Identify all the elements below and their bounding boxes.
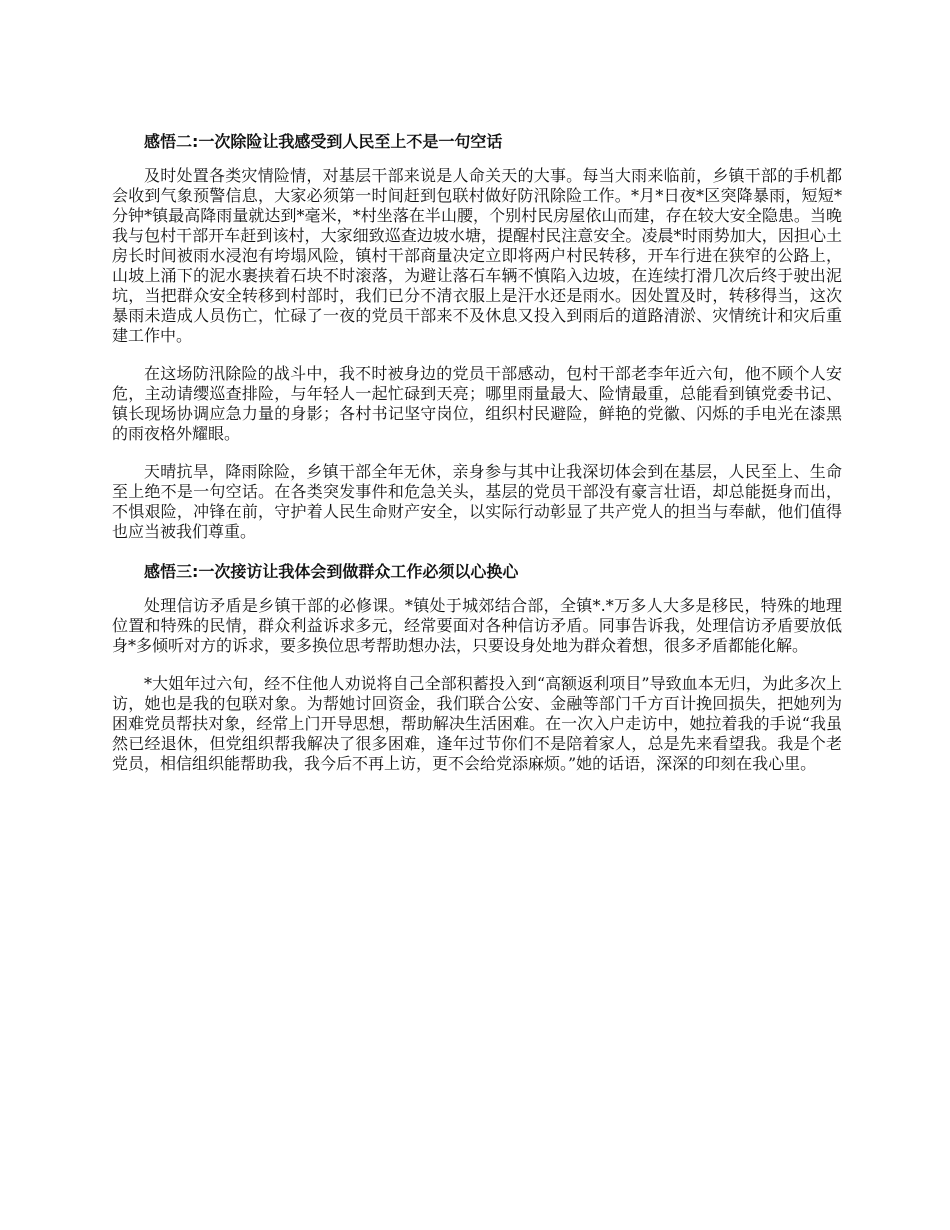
paragraph: 天晴抗旱，降雨除险，乡镇干部全年无休，亲身参与其中让我深切体会到在基层，人民至上、生命至上绝不是一句空话。在各类突发事件和危急关头，基层的党员干部没有豪言壮语，却总能挺身而出，不惧艰险，冲锋在前，守护着人民生命财产安全，以实际行动彰显了共产党人的担当与奉献，他们值得也应当被我们尊重。: [112, 462, 842, 541]
section-heading-2: 感悟二:一次除险让我感受到人民至上不是一句空话: [144, 132, 503, 151]
section-heading-3: 感悟三:一次接访让我体会到做群众工作必须以心换心: [144, 562, 519, 581]
paragraph: 在这场防汛除险的战斗中，我不时被身边的党员干部感动，包村干部老李年近六旬，他不顾个人安危，主动请缨巡查排险，与年轻人一起忙碌到天亮；哪里雨量最大、险情最重，总能看到镇党委书记、镇长现场协调应急力量的身影；各村书记坚守岗位，组织村民避险，鲜艳的党徽、闪烁的手电光在漆黑的雨夜格外耀眼。: [112, 364, 842, 443]
paragraph: 及时处置各类灾情险情，对基层干部来说是人命关天的大事。每当大雨来临前，乡镇干部的手机都会收到气象预警信息，大家必须第一时间赶到包联村做好防汛除险工作。*月*日夜*区突降暴雨，短短*分钟*镇最高降雨量就达到*毫米，*村坐落在半山腰，个别村民房屋依山而建，存在较大安全隐患。当晚我与包村干部开车赶到该村，大家细致巡查边坡水塘，提醒村民注意安全。凌晨*时雨势加大，因担心土房长时间被雨水浸泡有垮塌风险，镇村干部商量决定立即将两户村民转移，开车行进在狭窄的公路上，山坡上涌下的泥水裹挟着石块不时滚落，为避让落石车辆不慎陷入边坡，在连续打滑几次后终于驶出泥坑，当把群众安全转移到村部时，我们已分不清衣服上是汗水还是雨水。因处置及时，转移得当，这次暴雨未造成人员伤亡，忙碌了一夜的党员干部来不及休息又投入到雨后的道路清淤、灾情统计和灾后重建工作中。: [112, 166, 842, 345]
document-page: [112, 130, 842, 792]
paragraph: *大姐年过六旬，经不住他人劝说将自己全部积蓄投入到“高额返利项目”导致血本无归，为此多次上访，她也是我的包联对象。为帮她讨回资金，我们联合公安、金融等部门千方百计挽回损失，把她列为困难党员帮扶对象，经常上门开导思想，帮助解决生活困难。在一次入户走访中，她拉着我的手说“我虽然已经退休，但党组织帮我解决了很多困难，逢年过节你们不是陪着家人，总是先来看望我。我是个老党员，相信组织能帮助我，我今后不再上访，更不会给党添麻烦。”她的话语，深深的印刻在我心里。: [112, 674, 842, 773]
paragraph: 处理信访矛盾是乡镇干部的必修课。*镇处于城郊结合部，全镇*.*万多人大多是移民，特殊的地理位置和特殊的民情，群众利益诉求多元，经常要面对各种信访矛盾。同事告诉我，处理信访矛盾要放低身*多倾听对方的诉求，要多换位思考帮助想办法，只要设身处地为群众着想，很多矛盾都能化解。: [112, 596, 842, 655]
